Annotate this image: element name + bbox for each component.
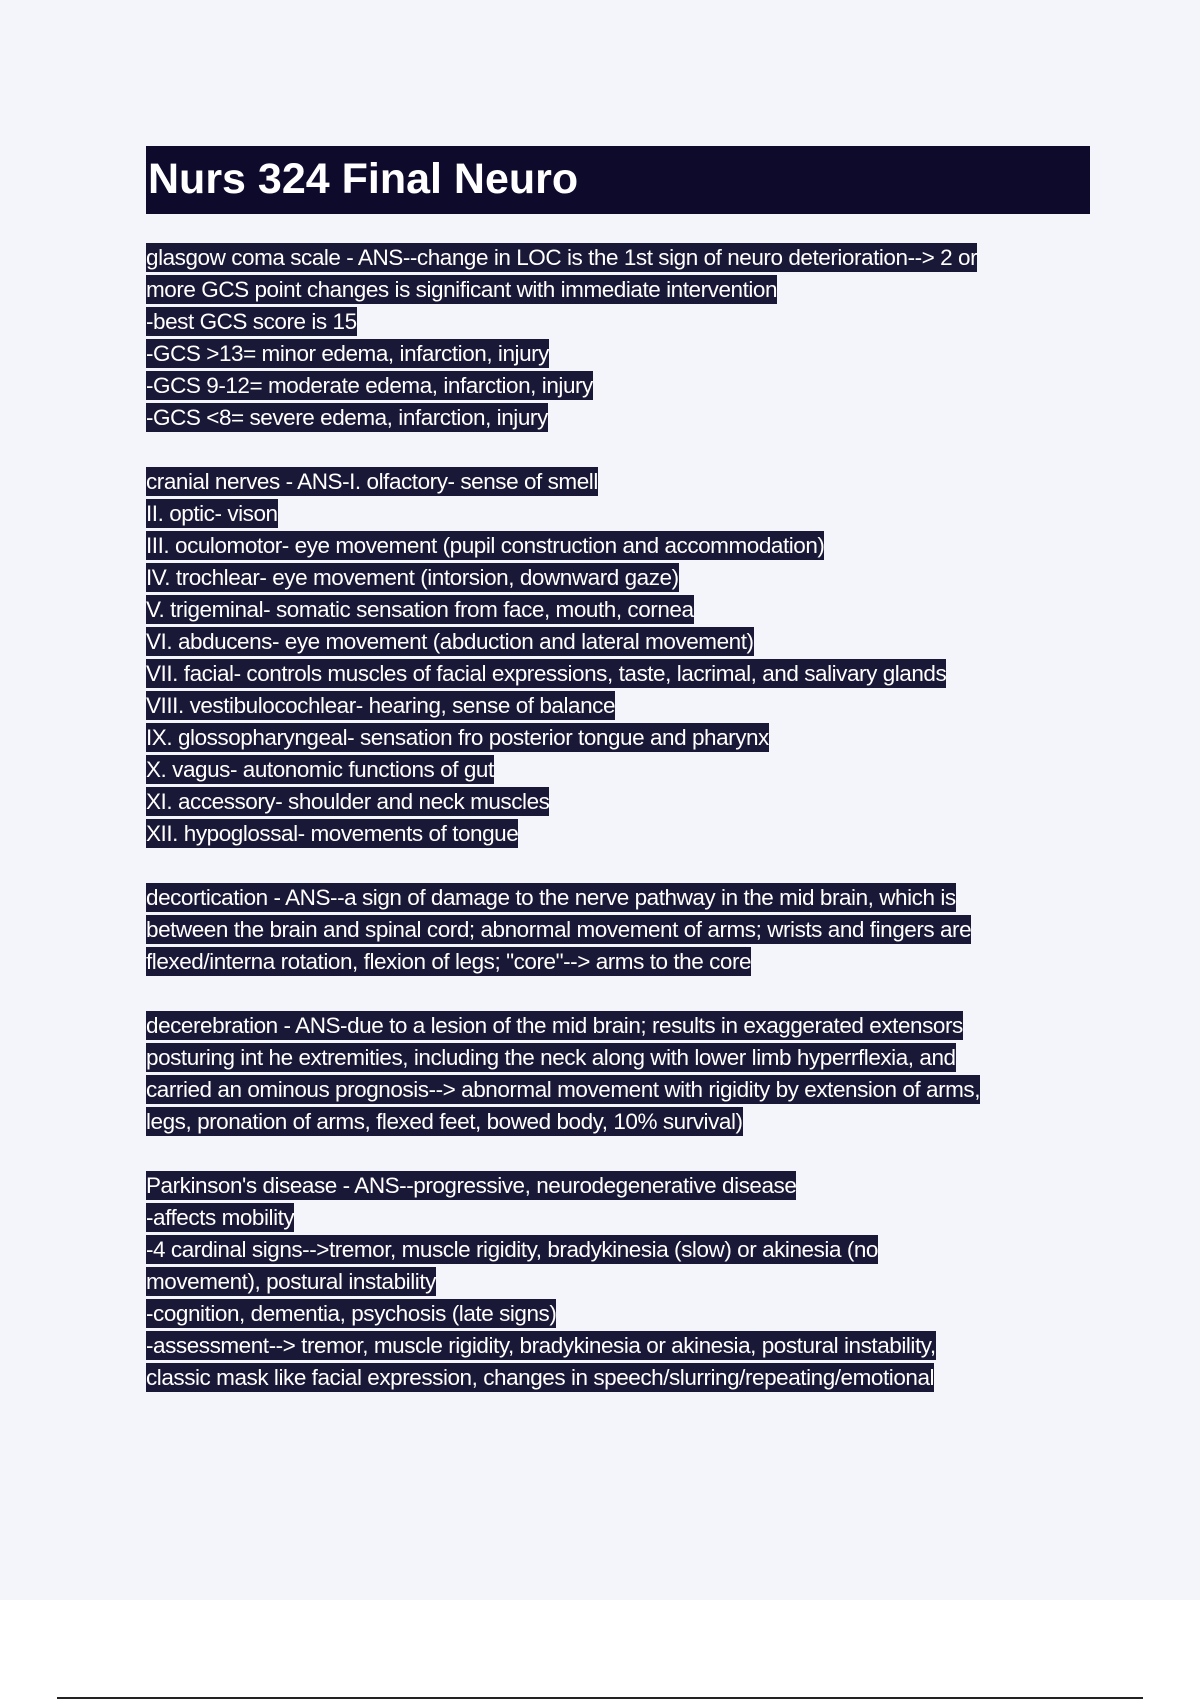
highlighted-text: posturing int he extremities, including the neck along with lower limb hyperrflexia, and: [146, 1045, 956, 1070]
highlighted-text: VI. abducens- eye movement (abduction and lateral movement): [146, 629, 754, 654]
highlighted-text: XII. hypoglossal- movements of tongue: [146, 821, 519, 846]
text-line: [146, 242, 1090, 274]
text-line: [146, 1266, 1090, 1298]
text-line: [146, 274, 1090, 306]
highlighted-text: -GCS >13= minor edema, infarction, injury: [146, 341, 549, 366]
highlighted-text: II. optic- vison: [146, 501, 278, 526]
blank-line: [146, 850, 1090, 882]
highlighted-text: -affects mobility: [146, 1205, 295, 1230]
text-line: [146, 1042, 1090, 1074]
text-line: [146, 1362, 1090, 1394]
text-line: [146, 754, 1090, 786]
text-line: [146, 306, 1090, 338]
blank-line: [146, 434, 1090, 466]
highlighted-text: -assessment--> tremor, muscle rigidity, bradykinesia or akinesia, postural instability,: [146, 1333, 936, 1358]
text-line: [146, 914, 1090, 946]
highlighted-text: legs, pronation of arms, flexed feet, bowed body, 10% survival): [146, 1109, 743, 1134]
text-line: [146, 402, 1090, 434]
highlighted-text: IV. trochlear- eye movement (intorsion, downward gaze): [146, 565, 679, 590]
highlighted-text: Parkinson's disease - ANS--progressive, neurodegenerative disease: [146, 1173, 797, 1198]
text-line: [146, 690, 1090, 722]
text-line: [146, 498, 1090, 530]
blank-line: [146, 978, 1090, 1010]
text-line: [146, 818, 1090, 850]
text-line: [146, 338, 1090, 370]
text-line: [146, 786, 1090, 818]
highlighted-text: VIII. vestibulocochlear- hearing, sense of balance: [146, 693, 616, 718]
highlighted-text: -best GCS score is 15: [146, 309, 357, 334]
highlighted-text: V. trigeminal- somatic sensation from face, mouth, cornea: [146, 597, 694, 622]
highlighted-text: decerebration - ANS-due to a lesion of the mid brain; results in exaggerated extensors: [146, 1013, 963, 1038]
highlighted-text: classic mask like facial expression, changes in speech/slurring/repeating/emotional: [146, 1365, 935, 1390]
text-line: [146, 1010, 1090, 1042]
highlighted-text: more GCS point changes is significant with immediate intervention: [146, 277, 778, 302]
highlighted-text: movement), postural instability: [146, 1269, 436, 1294]
highlighted-text: X. vagus- autonomic functions of gut: [146, 757, 494, 782]
highlighted-text: flexed/interna rotation, flexion of legs; "core"--> arms to the core: [146, 949, 752, 974]
title-bar: [146, 146, 1090, 214]
text-line: [146, 722, 1090, 754]
text-line: [146, 1330, 1090, 1362]
text-line: [146, 1170, 1090, 1202]
highlighted-text: glasgow coma scale - ANS--change in LOC is the 1st sign of neuro deterioration--> 2 or: [146, 245, 978, 270]
blank-line: [146, 1138, 1090, 1170]
text-line: [146, 1234, 1090, 1266]
highlighted-text: III. oculomotor- eye movement (pupil construction and accommodation): [146, 533, 825, 558]
highlighted-text: VII. facial- controls muscles of facial expressions, taste, lacrimal, and salivary glands: [146, 661, 947, 686]
highlighted-text: -4 cardinal signs-->tremor, muscle rigidity, bradykinesia (slow) or akinesia (no: [146, 1237, 878, 1262]
highlighted-text: decortication - ANS--a sign of damage to the nerve pathway in the mid brain, which is: [146, 885, 956, 910]
highlighted-text: cranial nerves - ANS-I. olfactory- sense of smell: [146, 469, 598, 494]
document-body: [146, 242, 1090, 1394]
footer-divider: [57, 1697, 1143, 1699]
highlighted-text: XI. accessory- shoulder and neck muscles: [146, 789, 550, 814]
text-line: [146, 946, 1090, 978]
text-line: [146, 370, 1090, 402]
text-line: [146, 658, 1090, 690]
highlighted-text: carried an ominous prognosis--> abnormal movement with rigidity by extension of arms,: [146, 1077, 981, 1102]
highlighted-text: IX. glossopharyngeal- sensation fro posterior tongue and pharynx: [146, 725, 769, 750]
highlighted-text: -cognition, dementia, psychosis (late signs): [146, 1301, 557, 1326]
text-line: [146, 626, 1090, 658]
highlighted-text: -GCS 9-12= moderate edema, infarction, injury: [146, 373, 593, 398]
document-title: Nurs 324 Final Neuro: [148, 155, 579, 203]
text-line: [146, 466, 1090, 498]
text-line: [146, 594, 1090, 626]
text-line: [146, 1074, 1090, 1106]
text-line: [146, 1106, 1090, 1138]
text-line: [146, 882, 1090, 914]
text-line: [146, 1202, 1090, 1234]
text-line: [146, 530, 1090, 562]
text-line: [146, 562, 1090, 594]
text-line: [146, 1298, 1090, 1330]
highlighted-text: between the brain and spinal cord; abnormal movement of arms; wrists and fingers are: [146, 917, 972, 942]
highlighted-text: -GCS <8= severe edema, infarction, injury: [146, 405, 548, 430]
